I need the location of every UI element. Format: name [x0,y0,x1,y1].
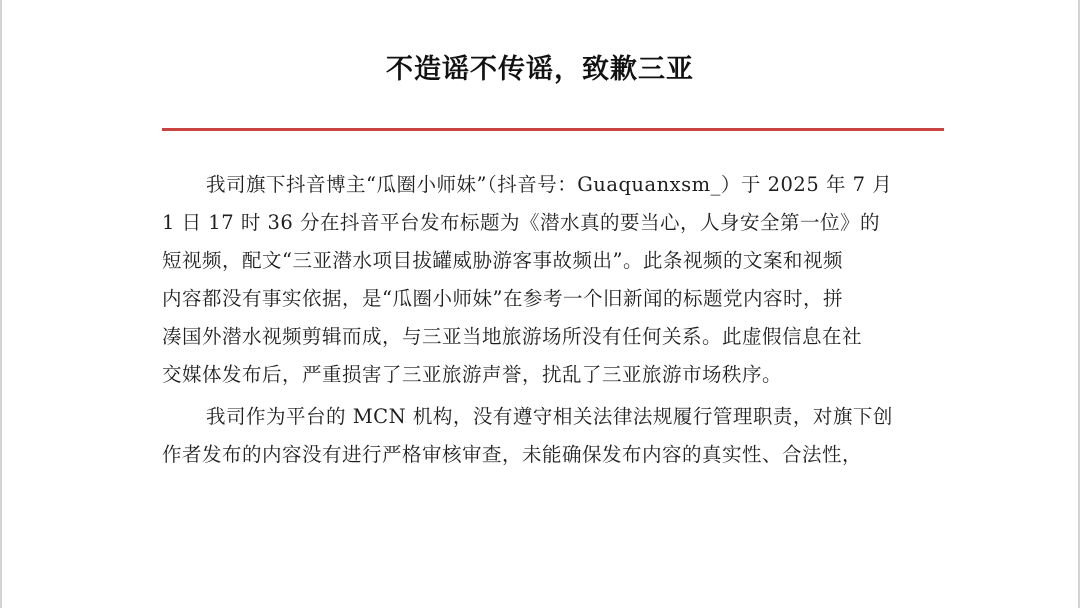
paragraph-line: 1 日 17 时 36 分在抖音平台发布标题为《潜水真的要当心，人身安全第一位》的 [162,211,881,234]
paragraph-1 [162,166,922,394]
page-left-edge [0,0,2,608]
paragraph-2 [162,398,922,474]
paragraph-line: 我司旗下抖音博主“瓜圈小师妹”（抖音号：Guaquanxsm_）于 2025 年 7 月 [206,173,893,196]
paragraph-line: 内容都没有事实依据，是“瓜圈小师妹”在参考一个旧新闻的标题党内容时，拼 [162,287,843,310]
paragraph-line: 作者发布的内容没有进行严格审核审查，未能确保发布内容的真实性、合法性， [162,443,863,466]
paragraph-line: 凑国外潜水视频剪辑而成，与三亚当地旅游场所没有任何关系。此虚假信息在社 [162,325,863,348]
paragraph-line: 交媒体发布后，严重损害了三亚旅游声誉，扰乱了三亚旅游市场秩序。 [162,363,783,386]
document-body [162,166,922,474]
paragraph-line: 短视频，配文“三亚潜水项目拔罐威胁游客事故频出”。此条视频的文案和视频 [162,249,843,272]
document-title: 不造谣不传谣，致歉三亚 [386,54,694,85]
red-divider-rule [162,128,944,131]
paragraph-line: 我司作为平台的 MCN 机构，没有遵守相关法律法规履行管理职责，对旗下创 [206,405,893,428]
